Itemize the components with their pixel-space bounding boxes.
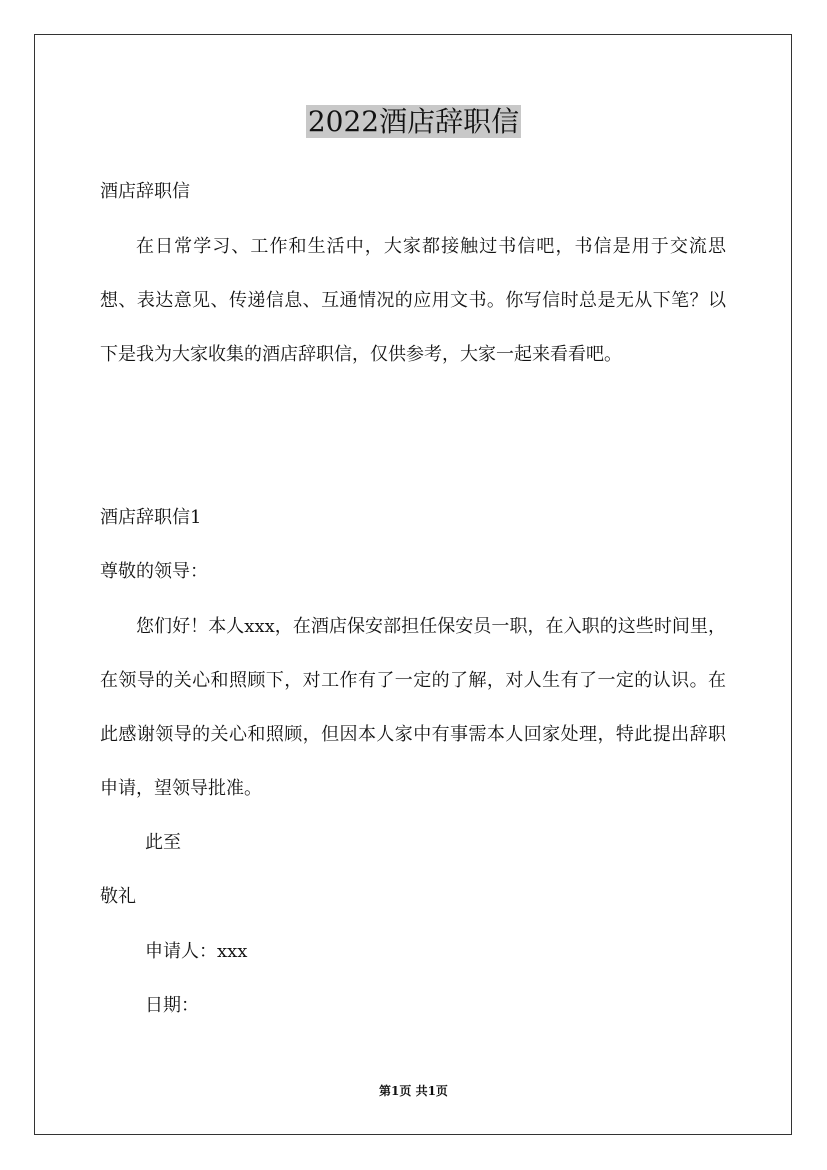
document-subtitle: 酒店辞职信 (100, 181, 190, 202)
closing-line-1: 此至 (145, 832, 181, 853)
closing-line-2: 敬礼 (100, 886, 136, 907)
date-line: 日期： (145, 995, 199, 1016)
salutation: 尊敬的领导： (100, 561, 208, 582)
letter-heading: 酒店辞职信1 (100, 507, 202, 528)
document-title (0, 102, 827, 142)
letter-body-paragraph: 您们好！本人xxx，在酒店保安部担任保安员一职，在入职的这些时间里，在领导的关心和照顾下，对工作有了一定的了解，对人生有了一定的认识。在此感谢领导的关心和照顾，但因本人家中有事需本人回家处理，特此提出辞职申请，望领导批准。 (100, 616, 726, 799)
intro-paragraph: 在日常学习、工作和生活中，大家都接触过书信吧，书信是用于交流思想、表达意见、传递信息、互通情况的应用文书。你写信时总是无从下笔？以下是我为大家收集的酒店辞职信，仅供参考，大家一起来看看吧。 (100, 236, 726, 365)
applicant-line: 申请人：xxx (145, 941, 248, 962)
document-title-text: 2022酒店辞职信 (307, 105, 520, 138)
page-footer: 第1页 共1页 (379, 1084, 448, 1098)
